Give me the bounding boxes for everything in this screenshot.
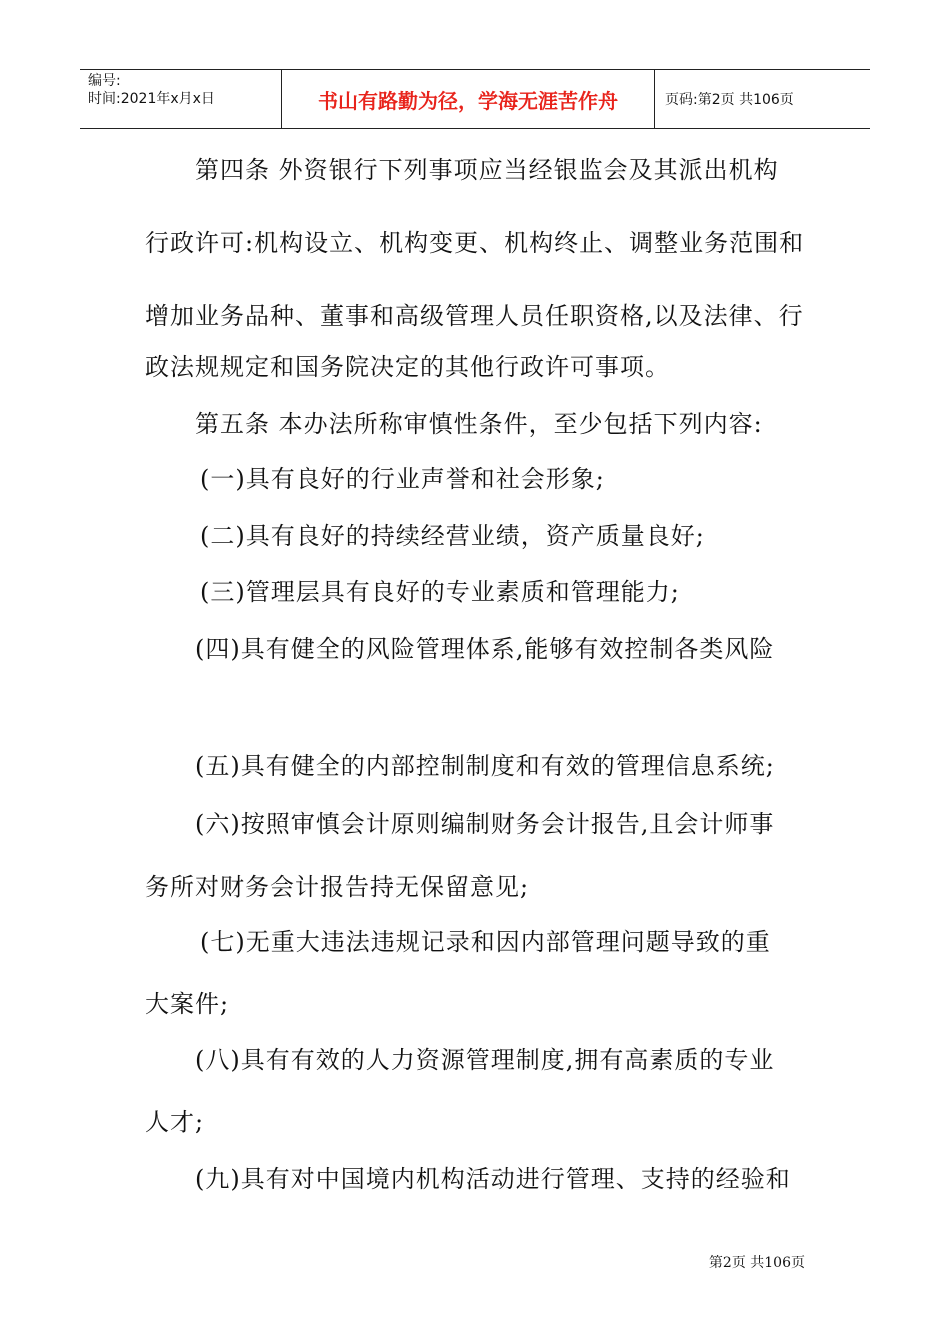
paragraph-line: 增加业务品种、董事和高级管理人员任职资格,以及法律、行 [145, 302, 804, 330]
page-header [80, 69, 870, 129]
header-meta [80, 70, 282, 128]
list-item: (一)具有良好的行业声誉和社会形象; [200, 465, 605, 493]
header-motto: 书山有路勤为径，学海无涯苦作舟 [282, 70, 655, 128]
list-item: (四)具有健全的风险管理体系,能够有效控制各类风险 [195, 635, 775, 663]
paragraph-line: 第四条 外资银行下列事项应当经银监会及其派出机构 [195, 156, 779, 184]
list-item: (九)具有对中国境内机构活动进行管理、支持的经验和 [195, 1165, 791, 1193]
list-item: (七)无重大违法违规记录和因内部管理问题导致的重 [200, 928, 771, 956]
list-item: (八)具有有效的人力资源管理制度,拥有高素质的专业 [195, 1046, 775, 1074]
header-page-number: 页码:第2页 共106页 [665, 92, 794, 108]
paragraph-line: 人才; [145, 1108, 205, 1136]
page-footer: 第2页 共106页 [708, 1255, 805, 1271]
list-item: (六)按照审慎会计原则编制财务会计报告,且会计师事 [195, 810, 775, 838]
paragraph-line: 第五条 本办法所称审慎性条件，至少包括下列内容: [195, 410, 763, 438]
paragraph-line: 大案件; [145, 990, 230, 1018]
paragraph-line: 行政许可:机构设立、机构变更、机构终止、调整业务范围和 [145, 229, 805, 257]
document-number-label: 编号: [88, 73, 121, 89]
list-item: (三)管理层具有良好的专业素质和管理能力; [200, 578, 680, 606]
list-item: (五)具有健全的内部控制制度和有效的管理信息系统; [195, 752, 775, 780]
paragraph-line: 务所对财务会计报告持无保留意见; [145, 873, 530, 901]
document-date-label: 时间:2021年x月x日 [88, 91, 215, 107]
list-item: (二)具有良好的持续经营业绩，资产质量良好; [200, 522, 705, 550]
paragraph-line: 政法规规定和国务院决定的其他行政许可事项。 [145, 353, 670, 381]
